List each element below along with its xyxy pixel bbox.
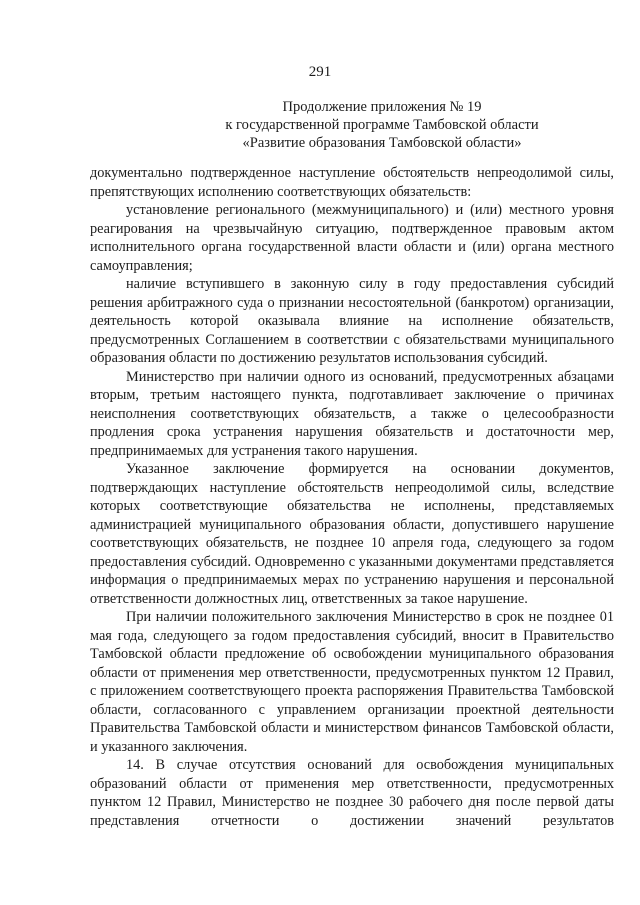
paragraph: документально подтвержденное наступление обстоятельств непреодолимой силы, препятствующих исполнению соответствующих обязательств: — [90, 165, 614, 200]
header-line-2: к государственной программе Тамбовской области — [225, 117, 539, 133]
header-line-1: Продолжение приложения № 19 — [282, 99, 482, 115]
paragraph: При наличии положительного заключения Министерство в срок не позднее 01 мая года, следующего за годом предоставления субсидий, вносит в Правительство Тамбовской области предложение об освобождении муниципального образования области от применения мер ответственности, предусмотренных пунктом 12 Правил, с приложением соответствующего проекта распоряжения Правительства Тамбовской области, согласованного с управлением организации проектной деятельности Правительства Тамбовской области и министерством финансов Тамбовской области, и указанного заключения. — [90, 609, 614, 755]
document-body — [90, 164, 614, 830]
appendix-header — [162, 98, 602, 152]
page-number: 291 — [308, 64, 332, 80]
paragraph: установление регионального (межмуниципального) и (или) местного уровня реагирования на чрезвычайную ситуацию, подтвержденное правовым актом исполнительного органа государственной власти области и (или) органа местного самоуправления; — [90, 202, 614, 274]
paragraph: Министерство при наличии одного из оснований, предусмотренных абзацами вторым, третьим настоящего пункта, подготавливает заключение о причинах неисполнения соответствующих обязательств, а также о целесообразности продления срока устранения нарушения обязательств и достаточности мер, предпринимаемых для устранения такого нарушения. — [90, 368, 614, 459]
paragraph: Указанное заключение формируется на основании документов, подтверждающих наступление обстоятельств непреодолимой силы, вследствие которых соответствующие обязательства не исполнены, представляемых администрацией муниципального образования области, допустившего нарушение соответствующих обязательств, не позднее 10 апреля года, следующего за годом предоставления субсидий. Одновременно с указанными документами представляется информация о предпринимаемых мерах по устранению нарушения и персональной ответственности должностных лиц, ответственных за такое нарушение. — [90, 461, 614, 607]
header-line-3: «Развитие образования Тамбовской области» — [242, 135, 522, 151]
paragraph: наличие вступившего в законную силу в году предоставления субсидий решения арбитражного суда о признании несостоятельной (банкротом) организации, деятельность которой оказывала влияние на исполнение обязательств, предусмотренных Соглашением в соответствии с обязательствами муниципального образования области по достижению результатов использования субсидий. — [90, 276, 614, 366]
paragraph: 14. В случае отсутствия оснований для освобождения муниципальных образований области от применения мер ответственности, предусмотренных пунктом 12 Правил, Министерство не позднее 30 рабочего дня после первой даты представления отчетности о достижении значений результатов — [90, 757, 614, 829]
